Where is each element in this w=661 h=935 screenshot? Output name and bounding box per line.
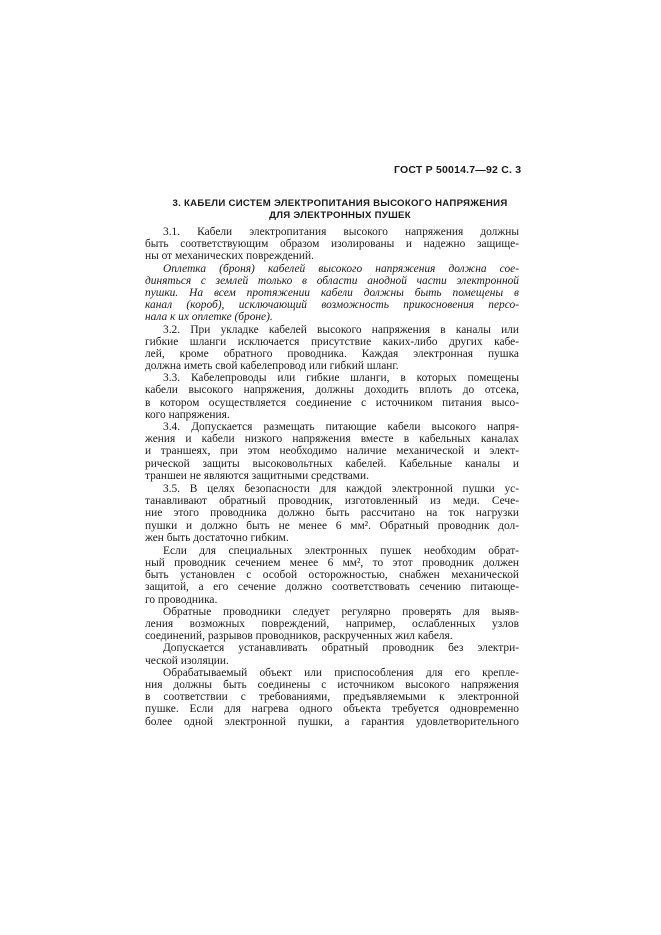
text-line: и траншеях, при этом необходимо наличие механической и элект- — [145, 445, 519, 458]
text-line: жения и кабели низкого напряжения вместе в кабельных каналах — [145, 433, 519, 446]
text-line: 3.2. При укладке кабелей высокого напряжения в каналы или — [163, 323, 519, 336]
text-line: диняться с землей только в области анодной части электронной — [145, 274, 519, 287]
text-line: 3.3. Кабелепроводы или гибкие шланги, в которых помещены — [163, 372, 519, 385]
page-header: ГОСТ Р 50014.7—92 С. 3 — [394, 164, 522, 176]
text-line: 3.4. Допускается размещать питающие кабели высокого напря- — [163, 421, 519, 433]
text-line: гибкие шланги исключается присутствие каких-либо других кабе- — [145, 335, 519, 348]
text-line: Обратные проводники следует регулярно проверять для выяв- — [163, 605, 519, 618]
text-line: быть соответствующим образом изолированы и надежно защище- — [145, 238, 519, 251]
text-line: защитой, а его сечение должно соответствовать сечению питающе- — [145, 581, 519, 594]
paragraph-3-1 — [145, 226, 519, 263]
text-line: траншеи не являются защитными средствами. — [145, 469, 369, 482]
text-line: пушки. На всем протяжении кабели должны быть помещены в — [145, 286, 519, 299]
text-line: пушки и должно быть не менее 6 мм². Обратный проводник дол- — [145, 519, 519, 532]
text-line: танавливают обратный проводник, изготовленный из меди. Сече- — [145, 495, 519, 508]
text-line: ческой изоляции. — [145, 654, 229, 667]
text-line: лей, кроме обратного проводника. Каждая электронная пушка — [145, 347, 519, 360]
text-line: в котором осуществляется соединение с источником питания высо- — [145, 396, 519, 409]
paragraph-3-3 — [145, 372, 519, 421]
text-line: 3.1. Кабели электропитания высокого напряжения должны — [163, 226, 519, 238]
paragraph-italic-note — [145, 263, 519, 324]
document-body — [145, 226, 519, 728]
text-line: го проводника. — [145, 593, 218, 606]
text-line: Обрабатываемый объект или приспособления для его крепле- — [163, 666, 519, 679]
text-line: нала к их оплетке (броне). — [145, 311, 273, 324]
paragraph-special-guns — [145, 545, 519, 606]
paragraph-3-4 — [145, 421, 519, 482]
section-title-line: ДЛЯ ЭЛЕКТРОННЫХ ПУШЕК — [269, 210, 411, 221]
text-line: должна иметь свой кабелепровод или гибкий шланг. — [145, 360, 399, 373]
text-line: 3.5. В целях безопасности для каждой электронной пушки ус- — [163, 482, 519, 495]
text-line: Допускается устанавливать обратный проводник без электри- — [163, 642, 519, 655]
section-title-line: 3. КАБЕЛИ СИСТЕМ ЭЛЕКТРОПИТАНИЯ ВЫСОКОГО НАПРЯЖЕНИЯ — [172, 198, 508, 209]
text-line: Если для специальных электронных пушек необходим обрат- — [163, 544, 519, 557]
text-line: Оплетка (броня) кабелей высокого напряжения должна сое- — [163, 262, 519, 275]
text-line: кабели высокого напряжения, должны доходить вплоть до отсека, — [145, 384, 519, 397]
text-line: ления возможных повреждений, например, ослабленных узлов — [145, 618, 519, 630]
text-line: кого напряжения. — [145, 408, 230, 421]
text-line: более одной электронной пушки, а гарантия удовлетворительного — [145, 715, 519, 728]
text-line: ный проводник сечением менее 6 мм², то этот проводник должен — [145, 557, 519, 570]
paragraph-3-2 — [145, 324, 519, 373]
text-line: быть установлен с особой осторожностью, снабжен механической — [145, 569, 519, 582]
text-line: ния должны быть соединены с источником высокого напряжения — [145, 678, 519, 691]
text-line: рической защиты высоковольтных кабелей. Кабельные каналы и — [145, 457, 519, 470]
section-title — [160, 198, 520, 222]
text-line: ние этого проводника должно быть рассчитано на ток нагрузки — [145, 507, 519, 520]
text-line: канал (короб), исключающий возможность прикосновения персо- — [145, 299, 519, 312]
paragraph-workpiece — [145, 667, 519, 728]
text-line: в соответствии с требованиями, предъявляемыми к электронной — [145, 691, 519, 704]
text-line: соединений, разрывов проводников, раскрученных жил кабеля. — [145, 630, 453, 643]
text-line: ны от механических повреждений. — [145, 250, 314, 263]
paragraph-3-5 — [145, 483, 519, 544]
text-line: жен быть достаточно гибким. — [145, 531, 289, 544]
paragraph-no-insulation — [145, 642, 519, 666]
text-line: пушке. Если для нагрева одного объекта требуется одновременно — [145, 703, 519, 716]
paragraph-inspection — [145, 606, 519, 643]
